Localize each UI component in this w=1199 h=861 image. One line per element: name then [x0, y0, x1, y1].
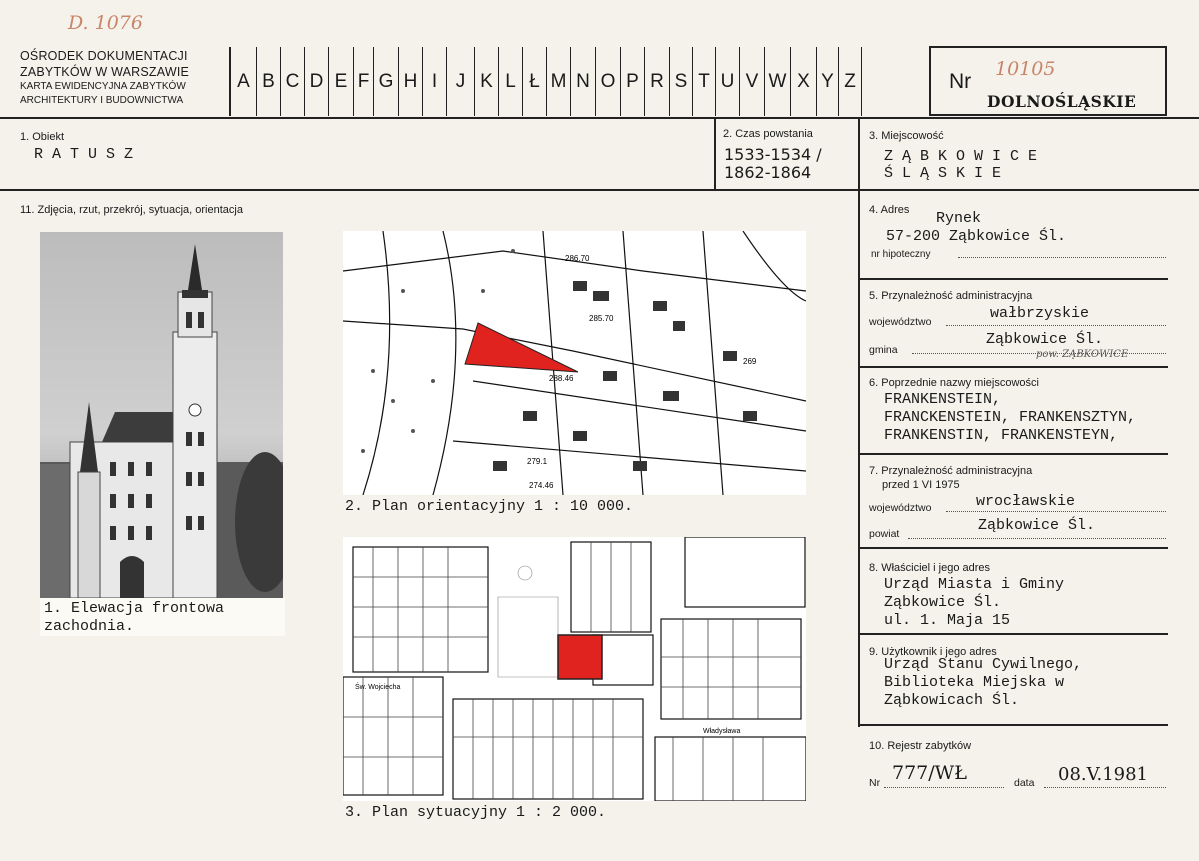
uzytkownik-line-2: Biblioteka Miejska w	[884, 674, 1065, 691]
index-letter: N	[571, 47, 596, 116]
map1-elev-3: 288.46	[549, 374, 574, 383]
wojewodztwo-label: województwo	[869, 316, 932, 328]
organization-block	[20, 48, 189, 108]
wojewodztwo-przed-value: wrocławskie	[976, 493, 1076, 510]
gmina-label: gmina	[869, 344, 898, 356]
rejestr-data-label: data	[1014, 777, 1035, 789]
wlasciciel-line-3: ul. 1. Maja 15	[884, 612, 1011, 629]
map1-elev-1: 286.70	[565, 254, 590, 263]
index-letter: P	[621, 47, 645, 116]
powiat-line	[908, 538, 1166, 539]
poprzednie-line-1: FRANKENSTEIN,	[884, 391, 1002, 408]
miejscowosc-line-1: ZĄBKOWICE	[884, 148, 1047, 165]
photo-caption-line-2: zachodnia.	[44, 618, 135, 635]
index-letter: U	[716, 47, 740, 116]
map1-elev-2: 285.70	[589, 314, 614, 323]
nr-label: Nr	[949, 70, 972, 93]
rule-section	[0, 189, 1199, 191]
situation-map	[343, 537, 806, 801]
miejscowosc-line-2: ŚLĄSKIE	[884, 165, 1011, 182]
photo-caption-line-1: 1. Elewacja frontowa	[44, 600, 225, 617]
rejestr-nr-line	[884, 787, 1004, 788]
nr-value: 10105	[995, 58, 1056, 80]
rejestr-data-value: 08.V.1981	[1058, 764, 1149, 785]
index-letter: K	[475, 47, 499, 116]
rule-8	[858, 633, 1168, 635]
wojewodztwo-value: wałbrzyskie	[990, 305, 1090, 322]
wlasciciel-line-1: Urząd Miasta i Gminy	[884, 576, 1065, 593]
map2-street-2: Władysława	[703, 728, 741, 735]
index-letter: W	[765, 47, 791, 116]
map1-caption: 2. Plan orientacyjny 1 : 10 000.	[345, 498, 634, 515]
rejestr-nr-label: Nr	[869, 777, 881, 789]
index-letter: X	[791, 47, 817, 116]
czas-line-2: 1862-1864	[724, 163, 812, 182]
map2-street-1: Św. Wojciecha	[355, 684, 401, 691]
rule-top	[0, 117, 1199, 119]
index-letter: V	[740, 47, 765, 116]
index-letter: G	[374, 47, 399, 116]
index-letter: J	[447, 47, 475, 116]
map1-elev-5: 279.1	[527, 457, 548, 466]
index-letter: F	[354, 47, 374, 116]
przynaleznosc-label: 5. Przynależność administracyjna	[869, 290, 1033, 302]
orientation-map	[343, 231, 806, 495]
town-hall-drawing	[40, 232, 283, 598]
org-line-4: ARCHITEKTURY I BUDOWNICTWA	[20, 95, 184, 106]
wlasciciel-label: 8. Właściciel i jego adres	[869, 562, 991, 574]
powiat-value: Ząbkowice Śl.	[978, 517, 1096, 534]
poprzednie-line-3: FRANKENSTIN, FRANKENSTEYN,	[884, 427, 1119, 444]
czas-label: 2. Czas powstania	[723, 128, 813, 140]
index-letter: B	[257, 47, 281, 116]
orientation-map-drawing	[343, 231, 806, 495]
adres-line-1: Rynek	[936, 210, 982, 227]
index-letter: C	[281, 47, 305, 116]
wlasciciel-line-2: Ząbkowice Śl.	[884, 594, 1002, 611]
hipoteczny-line	[958, 257, 1166, 258]
archive-mark: D. 1076	[68, 12, 143, 34]
powiat-label: powiat	[869, 528, 900, 540]
poprzednie-line-2: FRANCKENSTEIN, FRANKENSZTYN,	[884, 409, 1137, 426]
wojewodztwo-line	[946, 325, 1166, 326]
number-box	[929, 46, 1167, 116]
index-letter: O	[596, 47, 621, 116]
rejestr-label: 10. Rejestr zabytków	[869, 740, 972, 752]
index-letter: R	[645, 47, 670, 116]
rule-9	[858, 724, 1168, 726]
gmina-value: Ząbkowice Śl.	[986, 331, 1104, 348]
rule-6	[858, 453, 1168, 455]
index-letter: E	[329, 47, 354, 116]
situation-map-drawing	[343, 537, 806, 801]
poprzednie-nazwy-label: 6. Poprzednie nazwy miejscowości	[869, 377, 1039, 389]
region-name: DOLNOŚLĄSKIE	[987, 92, 1137, 111]
wojewodztwo-przed-label: województwo	[869, 502, 932, 514]
org-line-3: KARTA EWIDENCYJNA ZABYTKÓW	[20, 81, 186, 92]
przed-date-label: przed 1 VI 1975	[882, 479, 960, 491]
miejscowosc-label: 3. Miejscowość	[869, 130, 944, 142]
index-letter: Y	[817, 47, 839, 116]
gmina-note: pow. ZĄBKOWICE	[1036, 349, 1129, 360]
alphabet-index	[229, 47, 862, 116]
rejestr-data-line	[1044, 787, 1166, 788]
czas-line-1: 1533-1534 /	[724, 145, 822, 164]
index-letter: I	[423, 47, 447, 116]
rule-5	[858, 366, 1168, 368]
org-line-2: ZABYTKÓW W WARSZAWIE	[20, 65, 190, 79]
photo-caption-box	[40, 598, 285, 636]
rule-col-b	[858, 117, 860, 727]
rule-4	[858, 278, 1168, 280]
index-letter: D	[305, 47, 329, 116]
town-hall-photo	[40, 232, 283, 598]
obiekt-label: 1. Obiekt	[20, 131, 65, 143]
index-letter: Ł	[523, 47, 547, 116]
index-letter: Z	[839, 47, 862, 116]
index-letter: S	[670, 47, 693, 116]
index-letter: A	[231, 47, 257, 116]
index-letter: L	[499, 47, 523, 116]
adres-label: 4. Adres	[869, 204, 910, 216]
hipoteczny-label: nr hipoteczny	[871, 249, 931, 260]
map1-elev-6: 274.46	[529, 481, 554, 490]
rule-col-a	[714, 117, 716, 190]
index-letter: M	[547, 47, 571, 116]
index-letter: T	[693, 47, 716, 116]
map1-elev-4: 269	[743, 357, 757, 366]
uzytkownik-line-1: Urząd Stanu Cywilnego,	[884, 656, 1083, 673]
obiekt-value: RATUSZ	[34, 146, 143, 163]
przynaleznosc-przed-label: 7. Przynależność administracyjna	[869, 465, 1033, 477]
org-line-1: OŚRODEK DOKUMENTACJI	[20, 49, 188, 63]
zdjecia-label: 11. Zdjęcia, rzut, przekrój, sytuacja, orientacja	[20, 204, 243, 216]
rejestr-nr-value: 777/WŁ	[892, 762, 967, 784]
adres-line-2: 57-200 Ząbkowice Śl.	[886, 228, 1067, 245]
uzytkownik-line-3: Ząbkowicach Śl.	[884, 692, 1020, 709]
wojewodztwo-przed-line	[946, 511, 1166, 512]
index-letter: H	[399, 47, 423, 116]
map2-caption: 3. Plan sytuacyjny 1 : 2 000.	[345, 804, 607, 821]
uzytkownik-label: 9. Użytkownik i jego adres	[869, 646, 997, 658]
rule-7	[858, 547, 1168, 549]
